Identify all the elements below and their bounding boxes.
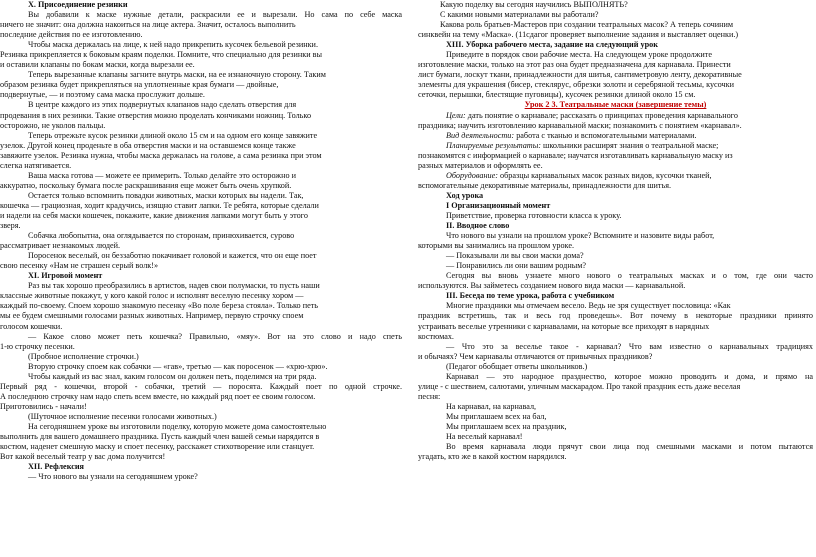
text-line-text: Резинка прикрепляется к боковым краям поделки. Помните, что специально для резинки вы <box>0 50 323 60</box>
text-line <box>0 332 402 342</box>
text-line-text: узелок. Другой конец проденьте в оба отверстия маски и на оставшемся конце также <box>0 140 296 150</box>
text-line-text: Оборудование: образцы карнавальных масок разных видов, кусочки тканей, <box>446 170 712 180</box>
text-line <box>0 362 402 372</box>
text-line <box>418 231 813 241</box>
text-line <box>418 332 813 342</box>
text-line-text: Чтобы каждый из вас знал, каким голосом он должен петь, поделимся на три ряда. <box>28 371 317 381</box>
lesson-title <box>418 100 813 110</box>
text-line-text: выполнить для вашего домашнего праздника. Пусть каждый член вашей семьи нарядится в <box>0 432 320 442</box>
text-line <box>0 422 402 432</box>
text-line-text: Цели: дать понятие о карнавале; рассказать о принципах проведения карнавального <box>446 110 738 120</box>
text-line-text: Какую поделку вы сегодня научились ВЫПОЛНЯТЬ? <box>440 0 628 9</box>
section-heading-text: III. Беседа по теме урока, работа с учебником <box>446 291 615 301</box>
text-line <box>0 231 402 241</box>
section-heading-text: II. Вводное слово <box>446 221 510 231</box>
text-line <box>0 111 402 121</box>
text-line-text: Какова роль братьев-Мастеров при создании театральных масок? А теперь сочиним <box>440 20 734 30</box>
section-heading <box>0 0 402 10</box>
section-heading-text: XI. Игровой момент <box>28 271 103 281</box>
text-line <box>418 0 813 10</box>
text-line <box>418 111 813 121</box>
text-line-text: голосом кошечки. <box>0 321 63 331</box>
text-line <box>418 171 813 181</box>
text-line-text: свою песенку «Нам не страшен серый волк!» <box>0 261 159 271</box>
text-line-text: — Понравились ли они вашим родным? <box>446 261 587 271</box>
text-line <box>418 161 813 171</box>
right-column <box>418 0 813 462</box>
text-line <box>418 10 813 20</box>
text-line-text: ничего не значит: она должна накоиться на лице актера. Значит, осталось выполнить <box>0 20 296 30</box>
text-line-text: — Показывали ли вы свои маски дома? <box>446 251 584 261</box>
text-line <box>418 261 813 271</box>
text-line-text: завяжите узелок. Резинка нужна, чтобы маска держалась на голове, а сама резинка при этом <box>0 150 322 160</box>
text-line <box>0 90 402 100</box>
text-line <box>418 402 813 412</box>
text-line <box>0 402 402 412</box>
text-line <box>0 30 402 40</box>
text-line <box>418 281 813 291</box>
text-line-text: На карнавал, на карнавал, <box>446 401 537 411</box>
text-line <box>418 251 813 261</box>
text-line <box>418 372 813 382</box>
field-label: Вид деятельности: <box>446 130 515 140</box>
text-line <box>418 60 813 70</box>
text-line-text: В центре каждого из этих подвернутых клапанов надо сделать отверстия для <box>28 100 297 110</box>
section-heading <box>418 291 813 301</box>
text-line-text: рассматривает незнакомых людей. <box>0 241 121 251</box>
text-line-text: аккуратно, поскольку бумага после раскрашивания еще может быть очень хрупкой. <box>0 180 292 190</box>
text-line <box>418 50 813 60</box>
text-line-text: (Пробное исполнение строчки.) <box>28 351 139 361</box>
text-line-text: познакомятся с информацией о карнавале; научатся изготавливать карнавальную маску из <box>418 150 733 160</box>
text-line-text: Мы приглашаем всех на праздник, <box>446 421 567 431</box>
text-line-text: Вот какой веселый театр у вас дома получится! <box>0 452 166 462</box>
text-line-text: мы ее будем смешными голосами разных животных. Например, первую строчку споем <box>0 311 304 321</box>
text-line-text: подвернутые, — и поэтому сама маска прослужит дольше. <box>0 90 205 100</box>
text-line <box>0 372 402 382</box>
text-line-text: Раз вы так хорошо преобразились в артистов, надев свои полумаски, то пусть наши <box>28 281 320 291</box>
field-label: Оборудование: <box>446 170 498 180</box>
text-line <box>418 90 813 100</box>
text-line <box>418 311 813 321</box>
text-line-text: С какими новыми материалами вы работали? <box>440 10 599 20</box>
section-heading <box>418 40 813 50</box>
text-line <box>418 211 813 221</box>
text-line-text: костюмах. <box>418 331 454 341</box>
text-line-text: (Шуточное исполнение песенки голосами животных.) <box>28 411 217 421</box>
text-line-text: (Педагог обобщает ответы школьников.) <box>446 361 588 371</box>
text-line <box>0 131 402 141</box>
text-line-text: Карнавал — это народное празднество, которое можно проводить и дома, и прямо на <box>446 371 813 381</box>
text-line-text: Приветствие, проверка готовности класса к уроку. <box>446 210 622 220</box>
text-line <box>0 171 402 181</box>
text-line <box>418 20 813 30</box>
text-line <box>0 241 402 251</box>
text-line-text: праздника; научить изготовлению карнавальной маски; познакомить с понятием «карнавал». <box>418 120 742 130</box>
text-line <box>0 322 402 332</box>
text-line-text: 1-ю строчку песенки. <box>0 341 75 351</box>
text-line <box>418 30 813 40</box>
text-line-text: Собачка любопытна, она оглядывается по сторонам, принюхивается, сурово <box>28 231 295 241</box>
text-line-text: продевания в них резинки. Такие отверстия можно проделать кончиками ножниц. Только <box>0 110 312 120</box>
text-line <box>0 10 402 20</box>
section-heading <box>0 462 402 472</box>
text-line-text: Многие праздники мы отмечаем весело. Ведь не зря существует пословица: «Как <box>446 301 731 311</box>
text-line <box>418 452 813 462</box>
text-line <box>418 181 813 191</box>
text-line <box>418 432 813 442</box>
text-line <box>0 442 402 452</box>
text-line-text: А последнюю строчку нам надо спеть всем вместе, но каждый ряд поет ее своим голосом. <box>0 391 316 401</box>
text-line-text: Теперь отрежьте кусок резинки длиной около 15 см и на одном его конце завяжите <box>28 130 318 140</box>
text-line <box>418 352 813 362</box>
text-line-text: кошечка — грациозная, ходит крадучись, изящно ставит лапки. Те ребята, которые сделали <box>0 200 319 210</box>
text-line-text: Ваша маска готова — можете ее примерить. Только делайте это осторожно и <box>28 170 296 180</box>
text-line <box>418 362 813 372</box>
text-line <box>0 221 402 231</box>
text-line <box>0 311 402 321</box>
text-line <box>0 80 402 90</box>
text-line <box>0 281 402 291</box>
text-line-text: зверя. <box>0 221 21 231</box>
text-line <box>0 342 402 352</box>
text-line <box>0 412 402 422</box>
text-line-text: элементы для украшения (бисер, стеклярус, обрезки золотн и серебряной тесьмы, кусочки <box>418 80 735 90</box>
text-line-text: На сегодняшнем уроке вы изготовили поделку, которую можете дома самостоятельно <box>28 421 327 431</box>
text-line-text: Поросенок веселый, он беззаботно покачивает головой и кажется, что он еще поет <box>28 251 317 261</box>
text-line <box>418 131 813 141</box>
text-line-text: Чтобы маска держалась на лице, к ней надо прикрепить кусочек бельевой резинки. <box>28 40 318 50</box>
text-line <box>0 201 402 211</box>
text-line <box>418 151 813 161</box>
text-line <box>0 50 402 60</box>
text-line <box>0 261 402 271</box>
text-line-text: образом резинка будет прикрепляться на уплотненные края бумаги — двойные, <box>0 80 279 90</box>
text-line-text: Остается только вспомнить повадки животных, маски которых вы надели. Так, <box>28 190 304 200</box>
text-line-text: сеточки, перышки, блестящие пуговицы), кусочек резинки длиной около 15 см. <box>418 90 696 100</box>
text-line <box>418 392 813 402</box>
text-line-text: праздник встретишь, так и весь год проведешь». Вот почему в некоторые праздники принято <box>418 311 813 321</box>
section-heading <box>0 271 402 281</box>
section-heading-text: X. Присоединение резинки <box>28 0 128 9</box>
text-line-text: устраивать веселые утренники с карнавалами, на которые все приходят в нарядных <box>418 321 710 331</box>
text-line-text: и оставили клапаны по бокам маски, когда вырезали ее. <box>0 60 195 70</box>
text-line-text: Вид деятельности: работа с тканью и вспомогательными материалами. <box>446 130 697 140</box>
lesson-title-text: Урок 2 3. Театральные маски (завершение темы) <box>524 100 707 110</box>
text-line <box>0 70 402 80</box>
text-line <box>0 301 402 311</box>
field-label: Цели: <box>446 110 466 120</box>
text-line-text: Сегодня вы вновь узнаете много нового о театральных масках и о том, где они часто <box>446 271 813 281</box>
text-line <box>0 151 402 161</box>
text-line <box>0 291 402 301</box>
section-heading-text: I Организационный момент <box>446 200 551 210</box>
text-line <box>0 452 402 462</box>
text-line-text: Мы приглашаем всех на бал, <box>446 411 547 421</box>
section-heading-text: XII. Рефлексия <box>28 462 84 472</box>
text-line <box>0 60 402 70</box>
text-line <box>418 80 813 90</box>
field-label: Планируемые результаты: <box>446 140 541 150</box>
text-line-text: вспомогательные декоративные материалы, принадлежности для шитья. <box>418 180 672 190</box>
section-heading <box>418 221 813 231</box>
text-line <box>418 141 813 151</box>
text-line-text: и обычаях? Чем карнавалы отличаются от привычных праздников? <box>418 351 653 361</box>
text-line <box>418 382 813 392</box>
text-line <box>418 271 813 281</box>
text-line-text: разных материалов и оформлять ее. <box>418 160 543 170</box>
text-line <box>0 100 402 110</box>
text-line <box>418 121 813 131</box>
text-line-text: изготовление маски, только на этот раз она будет предназначена для карнавала. Принести <box>418 60 731 70</box>
text-line-text: песня: <box>418 391 441 401</box>
text-line <box>0 181 402 191</box>
section-heading <box>418 191 813 201</box>
text-line-text: Первый ряд - кошечки, второй - собачки, третий — поросята. Каждый поет по одной строчке. <box>0 381 402 391</box>
text-line-text: каждый по-своему. Споем хорошо знакомую песенку «Во поле береза стояла». Только петь <box>0 301 319 311</box>
text-line <box>0 432 402 442</box>
text-line-text: Теперь вырезанные клапаны загните внутрь маски, на ее изнаночную сторону. Таким <box>28 70 326 80</box>
text-line-text: синквейн на тему «Маска». (11сдагог проверяет выполнение задания и выставляет оценки.) <box>418 30 739 40</box>
text-line <box>418 70 813 80</box>
text-line-text: — Что это за веселье такое - карнавал? Что вам известно о карнавальных традициях <box>446 341 813 351</box>
text-line-text: Что нового вы узнали на прошлом уроке? Вспомните и назовите виды работ, <box>446 231 715 241</box>
text-line-text: Планируемые результаты: школьники расширят знания о театральной маске; <box>446 140 719 150</box>
text-line-text: которыми вы занимались на прошлом уроке. <box>418 241 574 251</box>
text-line <box>0 121 402 131</box>
text-line-text: Вторую строчку споем как собачки — «гав», третью — как поросенок — «хрю-хрю». <box>28 361 328 371</box>
text-line <box>0 40 402 50</box>
text-line <box>418 241 813 251</box>
text-line <box>0 392 402 402</box>
section-heading-text: Ход урока <box>446 190 484 200</box>
text-line <box>0 191 402 201</box>
text-line-text: классные животные покажут, у кого какой голос и исполнят веселую песенку хором — <box>0 291 304 301</box>
text-line <box>0 472 402 482</box>
text-line <box>418 422 813 432</box>
text-line <box>418 342 813 352</box>
text-line-text: На веселый карнавал! <box>446 432 523 442</box>
text-line <box>0 141 402 151</box>
text-line-text: Приготовились - начали! <box>0 401 87 411</box>
text-line <box>0 352 402 362</box>
text-line-text: угадать, кто же в какой костюм нарядился. <box>418 452 567 462</box>
text-line-text: и надели на себя маски кошечек, покажите, какие движения лапками могут быть у этого <box>0 210 308 220</box>
text-line-text: — Что нового вы узнали на сегодняшнем уроке? <box>28 472 198 482</box>
text-line <box>418 442 813 452</box>
text-line <box>418 301 813 311</box>
text-line <box>0 161 402 171</box>
text-line <box>0 382 402 392</box>
section-heading-text: XIII. Уборка рабочего места, задание на следующий урок <box>446 40 658 50</box>
text-line <box>0 20 402 30</box>
text-line-text: лист бумаги, лоскут ткани, принадлежности для шитья, сантиметровую ленту, декоративные <box>418 70 742 80</box>
left-column <box>0 0 402 482</box>
text-line-text: слегка натягивается. <box>0 160 72 170</box>
text-line <box>0 211 402 221</box>
text-line <box>418 322 813 332</box>
text-line-text: улице - с шествием, салютами, уличным маскарадом. Про такой праздник есть даже веселая <box>418 381 741 391</box>
text-line-text: костюм, наденет смешную маску и споет песенку, расскажет стихотворение или станцует. <box>0 442 315 452</box>
text-line-text: Вы добавили к маске нужные детали, раскрасили ее и вырезали. Но сама по себе маска <box>28 10 402 20</box>
text-line-text: последние действия по ее изготовлению. <box>0 30 143 40</box>
text-line-text: Во время карнавала люди прячут свои лица под смешными масками и потом пытаются <box>446 442 813 452</box>
section-heading <box>418 201 813 211</box>
text-line-text: Приведите в порядок свои рабочие места. На следующем уроке продолжите <box>446 50 712 60</box>
text-line-text: используются. Вы займетесь созданием нового вида маски — карнавальной. <box>418 281 686 291</box>
text-line-text: осторожно, не уколов пальцы. <box>0 120 106 130</box>
text-line <box>418 412 813 422</box>
text-line <box>0 251 402 261</box>
text-line-text: — Какое слово может петь кошечка? Правильно, «мяу». Вот на это слово и надо спеть <box>28 331 402 341</box>
